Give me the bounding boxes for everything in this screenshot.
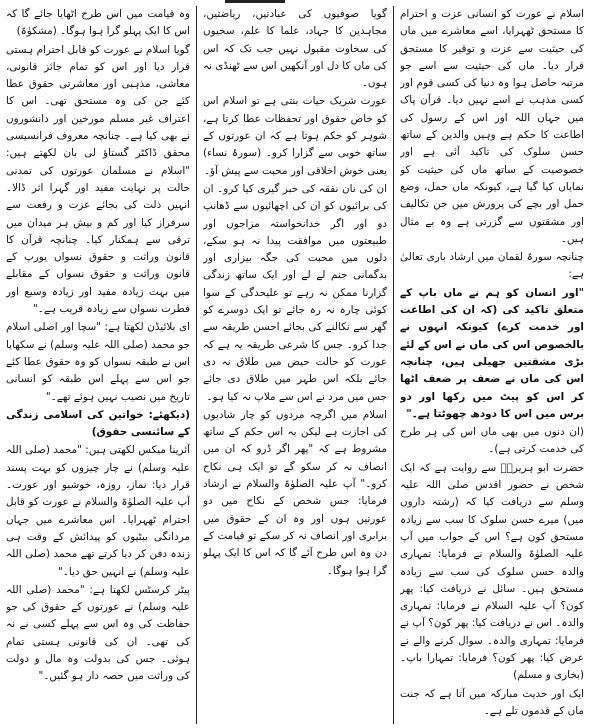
paragraph: اسلام میں اگرچہ مردوں کو چار شادیوں کی اجازت ہے لیکن یہ اس حکم کے ساتھ مشروط ہے کہ "پھر اگر ڈرو کہ ان میں انصاف نہ کر سکو گے تو ایک ہی نکاح کرو۔" آپ علیہ الصلوٰۃ والسلام نے ارشاد فرمایا: جس شخص کے نکاح میں دو عورتیں ہوں اور وہ ان کے حقوق میں برابری اور انصاف نہ کر سکے تو قیامت کے دن وہ اس طرح آئے گا کہ اس کا ایک پہلو گرا ہوا ہوگا۔ (203, 408, 387, 577)
paragraph: ای بلائیڈن لکھتا ہے: "سچا اور اصلی اسلام جو محمد (صلی اللہ علیہ وسلم) نے سکھایا اس نے طبقہ نسواں کو وہ حقوق عطا کئے جو اس سے پہلے اس طبقہ کو انسانی تاریخ میں نصیب نہیں ہوئے تھے۔" (6, 321, 190, 403)
column-divider (196, 6, 197, 724)
paragraph: "اور انسان کو ہم نے ماں باپ کے متعلق تاکید کی (کہ ان کی اطاعت اور خدمت کرے) کیونکہ انہوں نے بالخصوص اس کی ماں نے اس کے لئے بڑی مشقتیں جھیلی ہیں، چنانچہ اس کی ماں نے ضعف پر ضعف اٹھا کر اس کو پیٹ میں رکھا اور دو برس میں اس کا دودھ چھوٹتا ہے۔" (400, 286, 584, 420)
column-right (400, 6, 584, 724)
paragraph: (ان دنوں میں بھی ماں اس کی ہر طرح کی خدمت کرتی ہے)۔ (400, 426, 584, 456)
paragraph: وہ قیامت میں اس طرح اٹھایا جائے گا کہ اس کا ایک پہلو گرا ہوا ہوگا۔ (مشکوٰۃ) (6, 8, 190, 38)
paragraph: (دیکھئے: خواتین کی اسلامی زندگی کے سائنسی حقوق) (6, 408, 190, 439)
paragraph: چنانچہ سورۃ لقمان میں ارشاد باری تعالیٰ ہے: (400, 251, 584, 281)
paragraph: ایک اور حدیث مبارکہ میں آتا ہے کہ جنت ماں کے قدموں تلے ہے۔ (400, 687, 584, 717)
paragraph: اسلام نے عورت کو انسانی عزت و احترام کا مستحق ٹھہرایا، اسے معاشرے میں ماں کی حیثیت سے عزت و توقیر کا مستحق قرار دیا۔ ماں کی حیثیت سے اسے جو مرتبہ حاصل ہوا وہ دنیا کی کسی قوم اور کسی مذہب نے اسے نہیں دیا۔ قرآن پاک میں جہاں اللہ اور اس کے رسول کی اطاعت کا حکم ہے وہیں والدین کے ساتھ حسن سلوک کی تاکید آئی ہے اور خصوصیت کے ساتھ ماں کی حیثیت کو نمایاں کیا گیا ہے، کیونکہ ماں حمل، وضع حمل اور بچے کی پرورش میں جن تکالیف اور مشقتوں سے گزرتی ہے وہ بے مثال ہیں۔ (400, 8, 584, 245)
paragraph: ان کی نان نفقہ کی خبر گیری کیا کرو۔ ان کی برائیوں کو ان کی اچھائیوں سے ڈھانپ دو اور اگر خدانخواستہ مزاجوں اور طبیعتوں میں موافقت پیدا نہ ہو سکے، دلوں میں محبت کی جگہ بیزاری اور بدگمانی جنم لے لے اور ایک ساتھ زندگی گزارنا ممکن نہ رہے تو علیحدگی کے سوا کوئی چارہ نہ رہ جائے تو ایک دوسرے کو گھر سے نکالنے کی بجائے احسن طریقہ سے جدا کرو۔ جس کا شرعی طریقہ یہ ہے کہ عورت کو حالت حیض میں طلاق نہ دی جائے بلکہ اس طہر میں طلاق دی جائے جس میں مرد نے اس سے ملاپ نہ کیا ہو۔ (203, 182, 387, 403)
paragraph: پیٹر کرسٹس لکھتا ہے: "محمد (صلی اللہ علیہ وسلم) نے عورتوں کے حقوق کی جو حفاظت کی وہ اس سے پہلے کسی نے نہ کی تھی۔ ان کی قانونی ہستی تمام ہوئی۔ جس کی بدولت وہ مال و دولت کی وراثت میں حصہ دار ہو گئیں۔" (6, 583, 190, 683)
paragraph: آئرینا میکس لکھتی ہیں: "محمد (صلی اللہ علیہ وسلم) نے چار چیزوں کو بہت پسند قرار دیا: نماز، روزہ، خوشبو اور عورت۔ آپ علیہ الصلوٰۃ والسلام نے عورت کو قابل احترام ٹھہرایا۔ اس معاشرے میں جہاں مردانگی بیٹیوں کو پیدائش کے وقت ہی زندہ دفن کر دیا کرتے تھے محمد (صلی اللہ علیہ وسلم) نے انہیں حق دیا۔" (6, 444, 190, 578)
column-left (6, 6, 190, 724)
column-divider (393, 6, 394, 724)
paragraph: گویا اسلام نے عورت کو قابل احترام ہستی قرار دیا اور اس کو تمام جائز قانونی، معاشی، مذہبی اور معاشرتی حقوق عطا کئے جن کی وہ مستحق تھی۔ اس کا اعتراف غیر مسلم مورخین اور دانشوروں نے بھی کیا ہے۔ چنانچہ معروف فرانسیسی محقق ڈاکٹر گستاؤ لی بان لکھتے ہیں: "اسلام نے مسلمان عورتوں کی تمدنی حالت پر نہایت مفید اور گہرا اثر ڈالا۔ انہیں ذلت کی بجائے عزت و رفعت سے سرفراز کیا اور کم و بیش ہر میدان میں ترقی سے ہمکنار کیا۔ چنانچہ قرآن کا قانون وراثت و حقوق نسواں یورپ کے قانون وراثت و حقوق نسواں کے مقابلے میں بہت زیادہ مفید اور زیادہ وسیع اور فطرت نسواں سے زیادہ قریب ہے۔" (6, 43, 190, 316)
top-rule (225, 0, 285, 3)
paragraph: حضرت ابو ہریرہؓ سے روایت ہے کہ ایک شخص نے حضور اقدس صلی اللہ علیہ وسلم سے دریافت کیا کہ (رشتہ داروں میں) میرے حسن سلوک کا سب سے زیادہ مستحق کون ہے؟ اس کے جواب میں آپ علیہ الصلوٰۃ والسلام نے فرمایا: تمہاری والدہ حسن سلوک کی سب سے زیادہ مستحق ہیں۔ سائل نے دریافت کیا: پھر کون؟ آپ علیہ السلام نے فرمایا: تمہاری والدہ۔ اس نے دریافت کیا: پھر کون؟ آپ نے فرمایا: تمہاری والدہ۔ سوال کرنے والے نے عرض کیا: پھر کون؟ فرمایا: تمہارا باپ۔ (بخاری و مسلم) (400, 461, 584, 682)
paragraph: گویا صوفیوں کی عبادتیں، ریاضتیں، مجاہدین کا جہاد، علما کا علم، سخیوں کی سخاوت مقبول نہیں جب تک کہ اس کی ماں کا دل اور آنکھیں اس سے ٹھنڈی نہ ہوں۔ (203, 8, 387, 90)
paragraph: عورت شریک حیات بنتی ہے تو اسلام اس کو خاص حقوق اور تحفظات عطا کرتا ہے، شوہر کو حکم ہوتا ہے کہ ان عورتوں کے ساتھ خوبی سے گزارا کرو۔ (سورۂ نساء) یعنی خوش اخلاقی اور محبت سے پیش آؤ۔ (203, 95, 387, 177)
column-middle (203, 6, 387, 724)
